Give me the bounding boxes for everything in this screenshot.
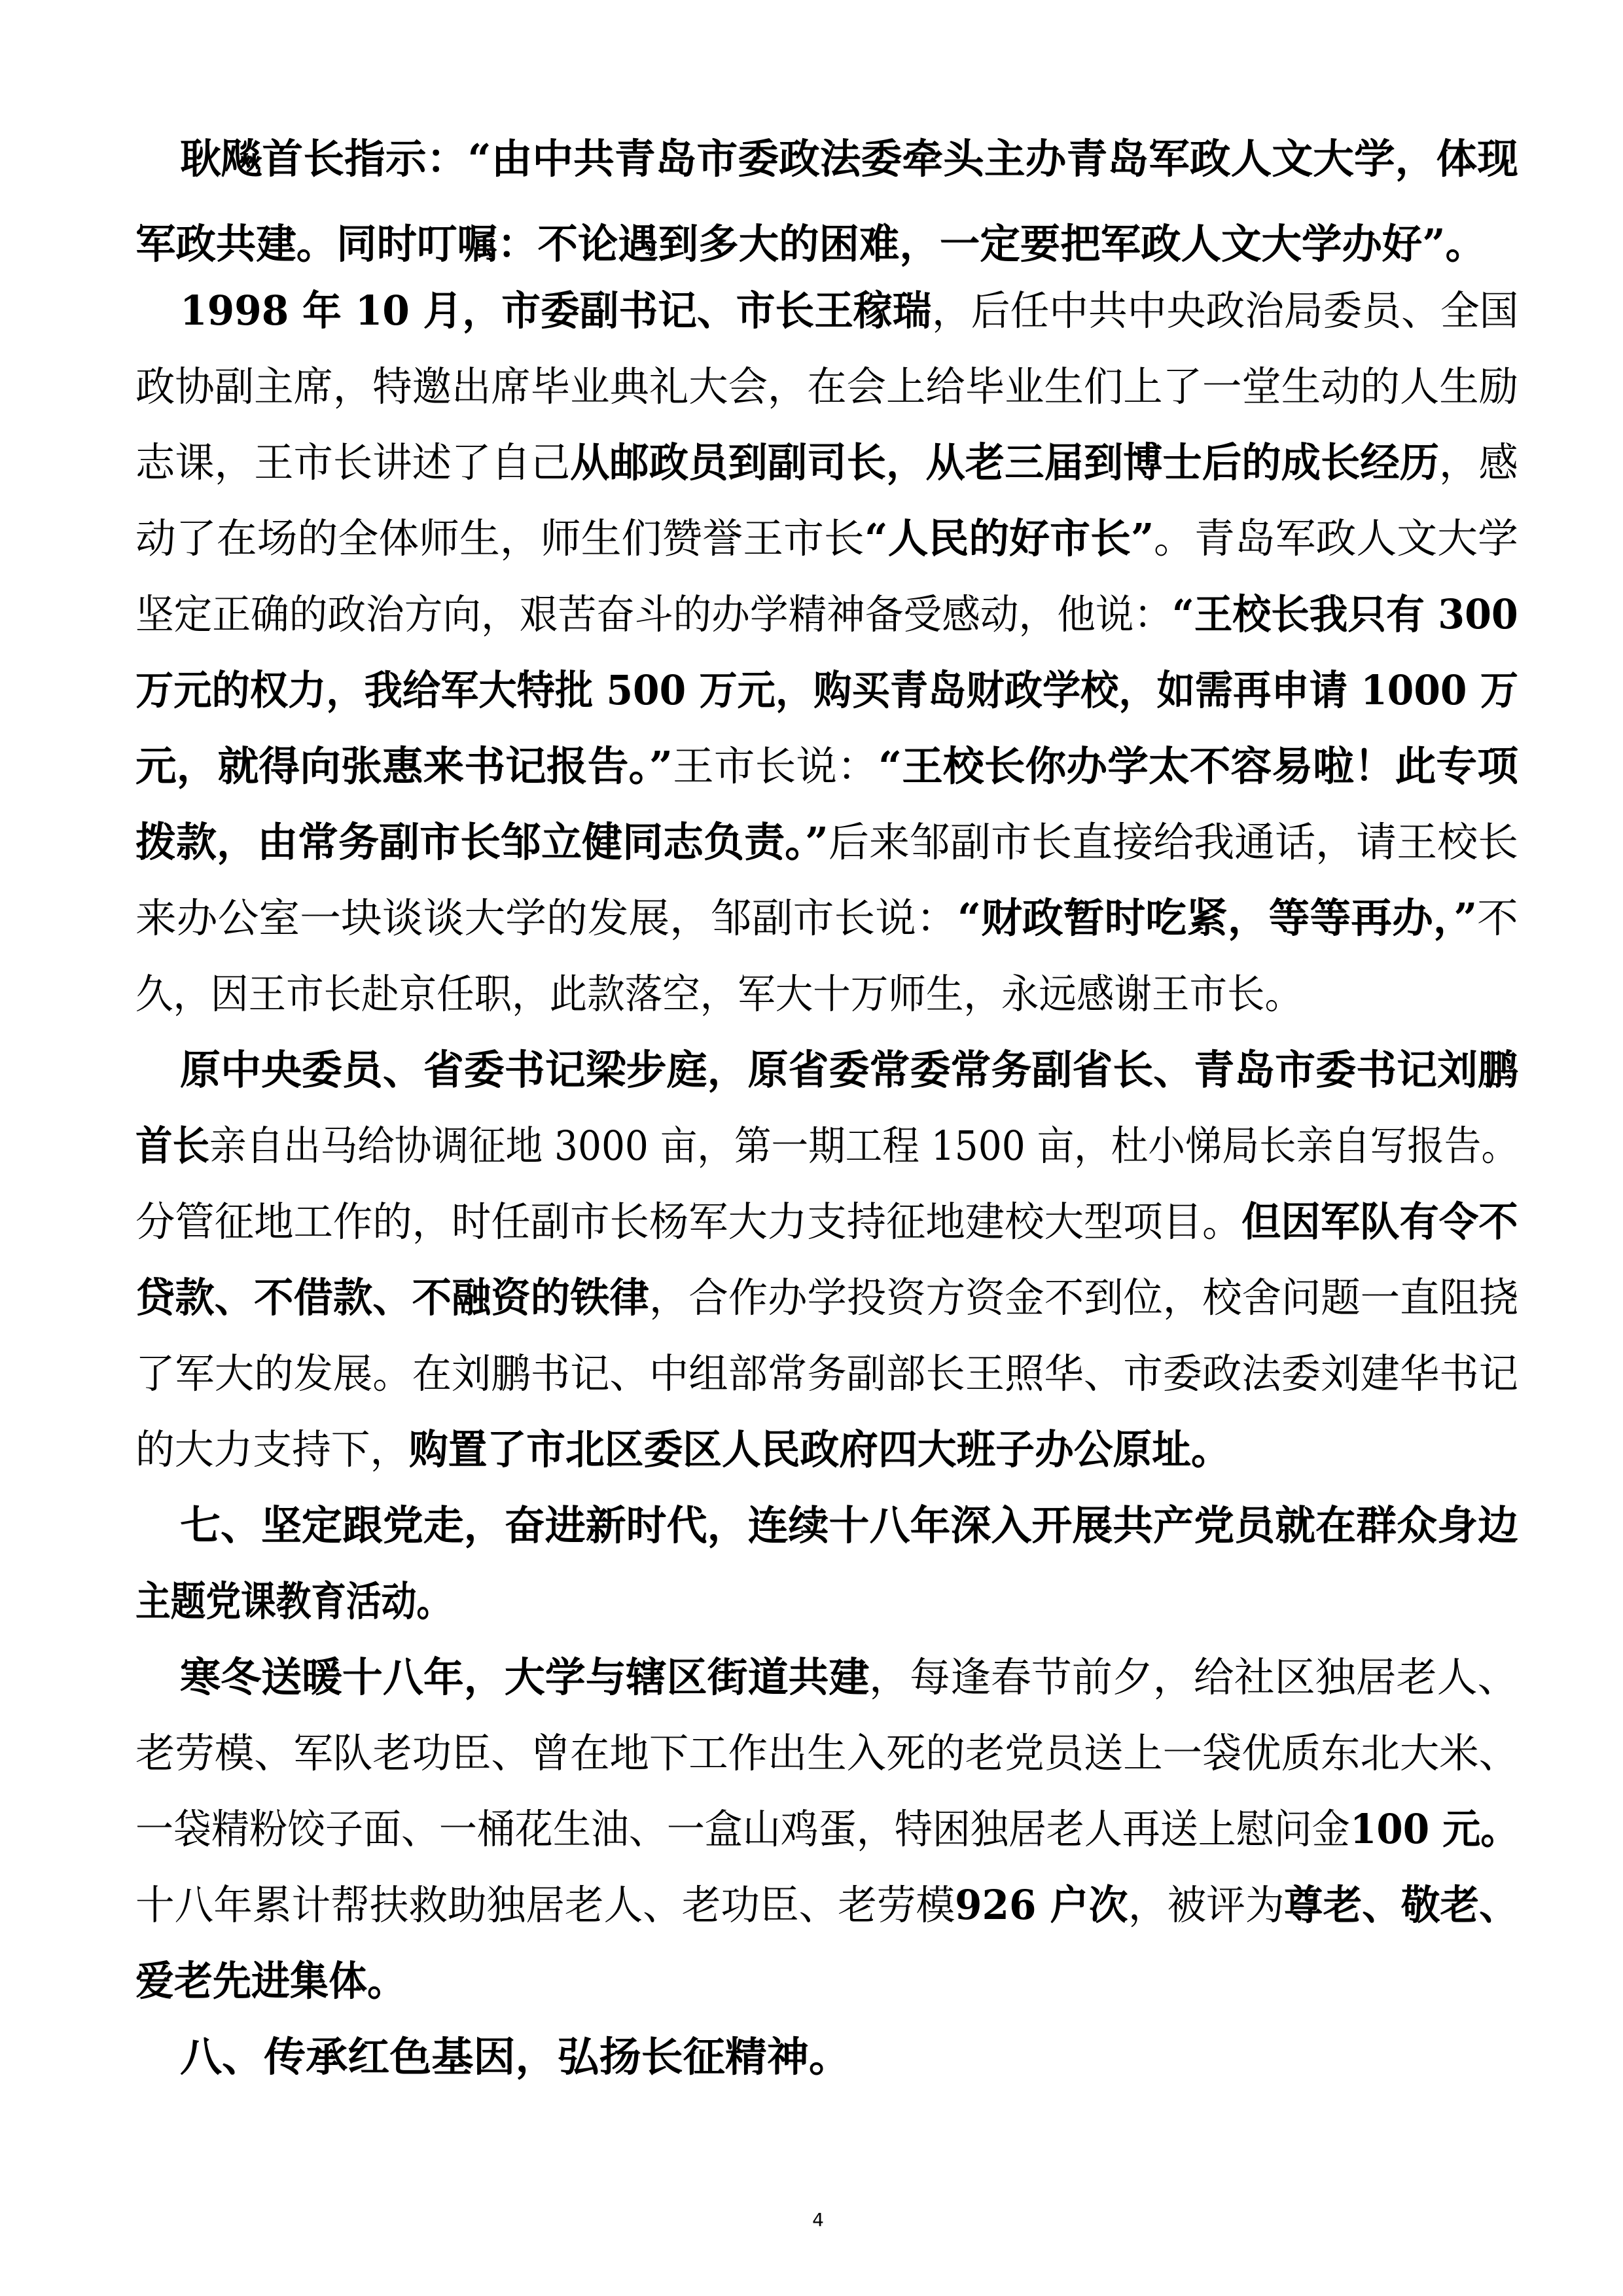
bold-text: 寒冬送暖十八年，大学与辖区街道共建 <box>180 1653 870 1701</box>
bold-text: “王校长我只有 300 <box>1172 590 1518 638</box>
text: 志课，王市长讲述了自己 <box>135 439 571 486</box>
text-line <box>0 2018 1623 2096</box>
page-number: 4 <box>812 2209 824 2231</box>
bold-text: 原中央委员、省委书记梁步庭，原省委常委常务副省长、青岛市委书记刘鹏 <box>180 1046 1518 1094</box>
text: 一袋精粉饺子面、一桶花生油、一盒山鸡蛋，特困独居老人再送上慰问金 <box>135 1805 1350 1853</box>
text-line <box>0 727 1623 806</box>
text-line <box>0 348 1623 426</box>
text-line <box>0 1183 1623 1261</box>
text-line <box>0 1790 1623 1869</box>
text-line <box>0 1031 1623 1109</box>
text: 不 <box>1477 894 1518 942</box>
bold-text: 耿飚首长指示：“由中共青岛市委政法委牵头主办青岛军政人文大学，体现 <box>180 135 1518 183</box>
text: ，被评为 <box>1128 1881 1285 1929</box>
bold-text: 尊老、敬老、 <box>1284 1881 1518 1929</box>
bold-text: 从邮政员到副司长，从老三届到博士后的成长经历 <box>570 439 1440 486</box>
text-line <box>0 1714 1623 1793</box>
bold-text: 军政共建。同时叮嘱：不论遇到多大的困难，一定要把军政人文大学办好”。 <box>135 220 1486 268</box>
text: 的大力支持下， <box>135 1426 410 1473</box>
text: 十八年累计帮扶救助独居老人、老功臣、老劳模 <box>135 1881 955 1929</box>
text: 亲自出马给协调征地 3000 亩，第一期工程 1500 亩，杜小悌局长亲自写报告。 <box>209 1122 1518 1170</box>
text-line <box>0 1866 1623 1945</box>
text: ，每逢春节前夕，给社区独居老人、 <box>869 1653 1518 1701</box>
text: 坚定正确的政治方向，艰苦奋斗的办学精神备受感动，他说： <box>135 590 1173 638</box>
text-line <box>0 1259 1623 1337</box>
text-line <box>0 1562 1623 1641</box>
bold-text: 主题党课教育活动。 <box>135 1577 452 1625</box>
text-line <box>0 120 1623 198</box>
bold-text: 贷款、不借款、不融资的铁律 <box>135 1274 649 1321</box>
bold-text: 元，就得向张惠来书记报告。” <box>135 742 673 790</box>
text: 老劳模、军队老功臣、曾在地下工作出生入死的老党员送上一袋优质东北大米、 <box>135 1729 1518 1777</box>
text: 久，因王市长赴京任职，此款落空，军大十万师生，永远感谢王市长。 <box>135 970 1302 1018</box>
text: 王市长说： <box>673 742 878 790</box>
bold-text: “人民的好市长” <box>864 514 1154 562</box>
text: 分管征地工作的，时任副市长杨军大力支持征地建校大型项目。 <box>135 1198 1242 1246</box>
text-line <box>0 1486 1623 1565</box>
bold-text: 1998 年 10 月，市委副书记、市长王稼瑞 <box>180 287 932 334</box>
text: ，合作办学投资方资金不到位，校舍问题一直阻挠 <box>649 1274 1518 1321</box>
bold-text: “财政暂时吃紧，等等再办，” <box>957 894 1478 942</box>
text-line <box>0 1942 1623 2020</box>
text-line <box>0 1335 1623 1413</box>
text-line <box>0 499 1623 578</box>
text-line <box>0 803 1623 882</box>
text-line <box>0 1638 1623 1717</box>
text-line <box>0 423 1623 502</box>
text: ，感 <box>1439 439 1518 486</box>
text: 后来邹副市长直接给我通话，请王校长 <box>828 818 1518 866</box>
text-line <box>0 272 1623 350</box>
text-line <box>0 955 1623 1033</box>
text: 来办公室一块谈谈大学的发展，邹副市长说： <box>135 894 957 942</box>
bold-text: 万元的权力，我给军大特批 500 万元，购买青岛财政学校，如需再申请 1000 万 <box>135 666 1518 714</box>
bold-text: 拨款，由常务副市长邹立健同志负责。” <box>135 818 829 866</box>
bold-text: 爱老先进集体。 <box>135 1957 406 2005</box>
text: ，后任中共中央政治局委员、全国 <box>931 287 1518 334</box>
text-line <box>0 879 1623 958</box>
bold-text: 100 元。 <box>1349 1805 1518 1853</box>
text: 。青岛军政人文大学 <box>1154 514 1518 562</box>
bold-text: 八、传承红色基因，弘扬长征精神。 <box>180 2033 851 2081</box>
text: 政协副主席，特邀出席毕业典礼大会，在会上给毕业生们上了一堂生动的人生励 <box>135 363 1518 410</box>
text-line <box>0 1107 1623 1185</box>
bold-text: 购置了市北区委区人民政府四大班子办公原址。 <box>409 1426 1230 1473</box>
bold-text: 926 户次 <box>955 1881 1128 1929</box>
bold-text: “王校长你办学太不容易啦！此专项 <box>878 742 1518 790</box>
text-line <box>0 651 1623 730</box>
bold-text: 首长 <box>135 1122 210 1170</box>
text-line <box>0 575 1623 654</box>
bold-text: 七、坚定跟党走，奋进新时代，连续十八年深入开展共产党员就在群众身边 <box>180 1501 1518 1549</box>
bold-text: 但因军队有令不 <box>1241 1198 1518 1246</box>
text: 了军大的发展。在刘鹏书记、中组部常务副部长王照华、市委政法委刘建华书记 <box>135 1350 1518 1397</box>
text-line <box>0 1410 1623 1489</box>
text: 动了在场的全体师生，师生们赞誉王市长 <box>135 514 865 562</box>
